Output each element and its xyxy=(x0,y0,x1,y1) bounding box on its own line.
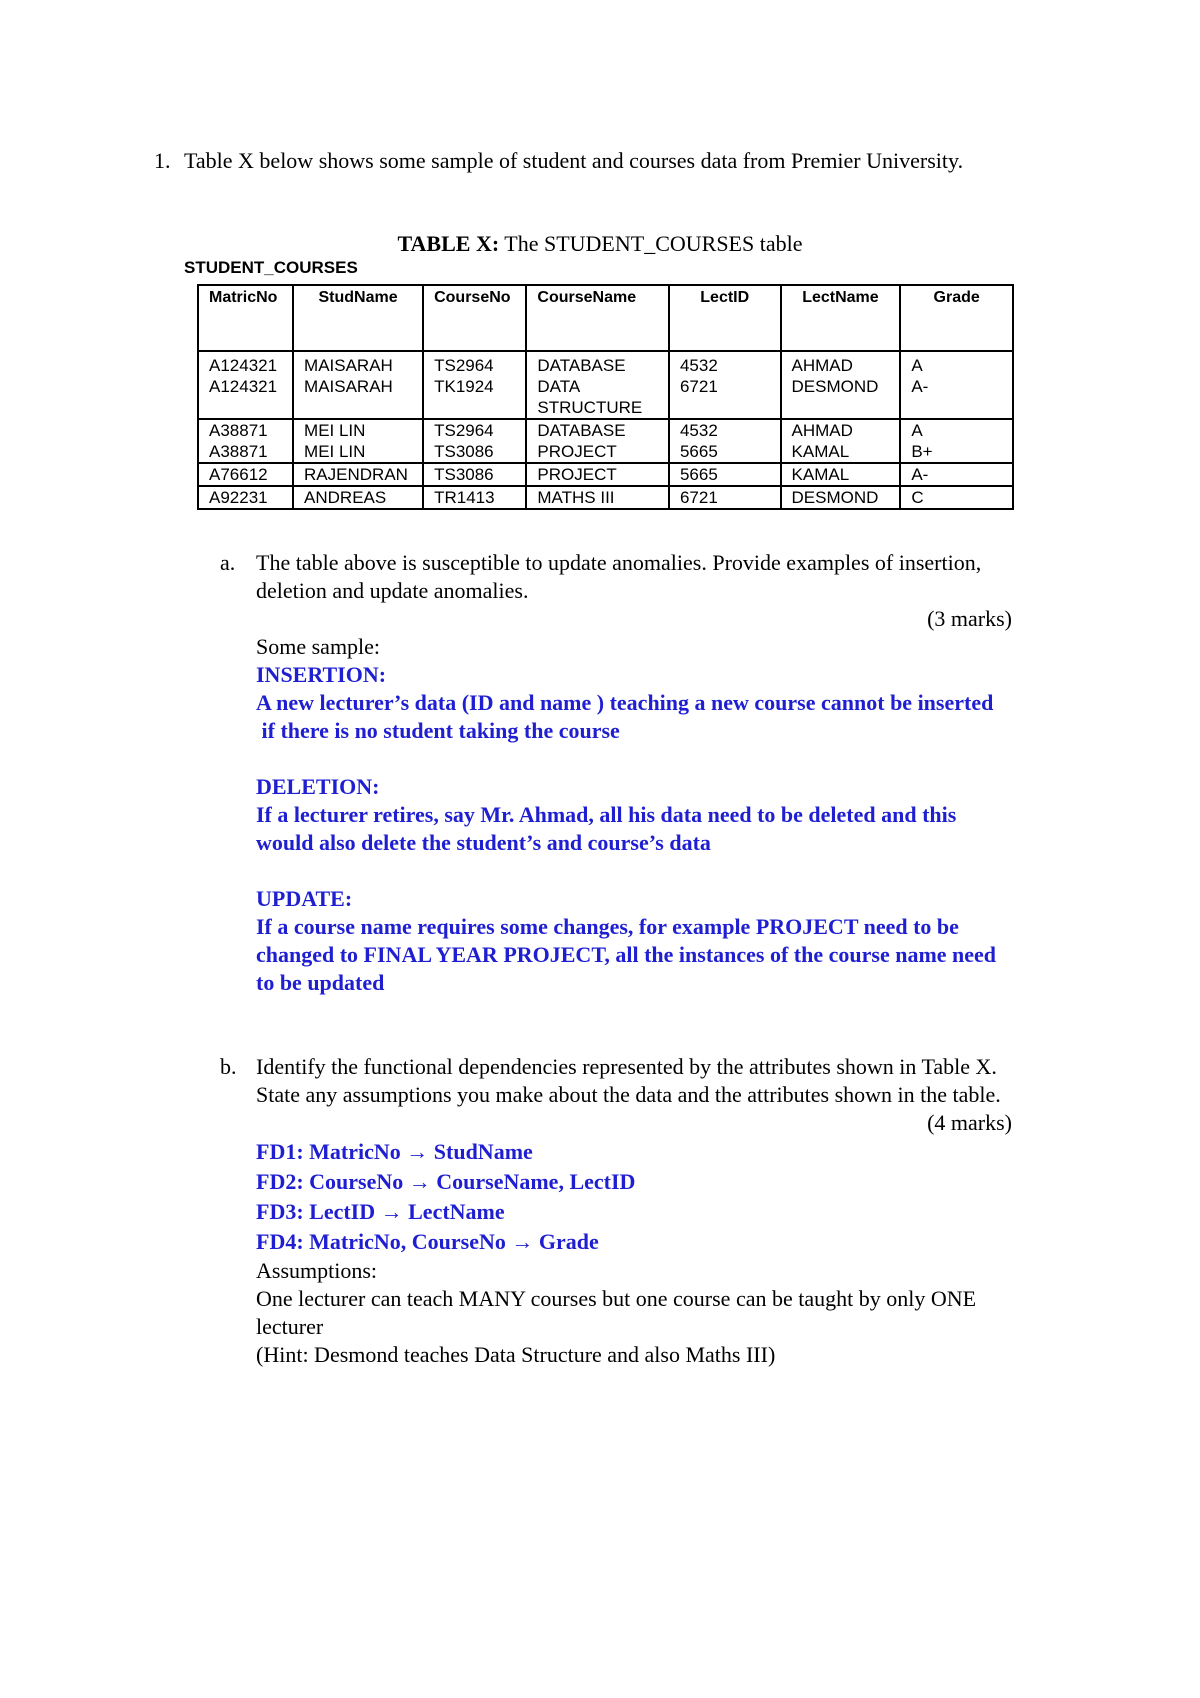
table-cell: DATA STRUCTURE xyxy=(526,376,669,419)
table-cell: KAMAL xyxy=(781,463,901,486)
table-cell: 4532 xyxy=(669,351,781,376)
functional-dependency: FD4: MatricNo, CourseNo → Grade xyxy=(256,1229,599,1254)
table-cell: A- xyxy=(900,376,1013,419)
table-cell: A76612 xyxy=(198,463,293,486)
student-courses-table xyxy=(197,284,1014,510)
table-cell: TR1413 xyxy=(423,486,526,509)
table-cell: TS3086 xyxy=(423,441,526,463)
insertion-answer: A new lecturer’s data (ID and name ) teaching a new course cannot be inserted xyxy=(256,690,994,715)
part-b-question: Identify the functional dependencies represented by the attributes shown in Table X. State any assumptions you make about the data and the attributes shown in the table. xyxy=(256,1054,1001,1107)
update-heading: UPDATE: xyxy=(256,886,353,911)
table-cell: A- xyxy=(900,463,1013,486)
part-b xyxy=(220,1053,1012,1369)
table-cell: A124321 xyxy=(198,351,293,376)
part-a xyxy=(220,549,1012,997)
table-cell: AHMAD xyxy=(781,351,901,376)
part-a-letter: a. xyxy=(220,550,236,575)
table-cell: DATABASE xyxy=(526,351,669,376)
table-cell: 5665 xyxy=(669,463,781,486)
table-cell: MATHS III xyxy=(526,486,669,509)
header-cell: LectName xyxy=(781,285,901,351)
header-cell: Grade xyxy=(900,285,1013,351)
part-b-letter: b. xyxy=(220,1054,237,1079)
table-cell: DESMOND xyxy=(781,486,901,509)
table-cell: MAISARAH xyxy=(293,351,423,376)
header-cell: StudName xyxy=(293,285,423,351)
question-1 xyxy=(154,146,1030,175)
part-b-marks: (4 marks) xyxy=(927,1110,1012,1135)
header-cell: MatricNo xyxy=(198,285,293,351)
table-cell: RAJENDRAN xyxy=(293,463,423,486)
table-row xyxy=(198,419,1013,441)
table-cell: A38871 xyxy=(198,441,293,463)
table-cell: MEI LIN xyxy=(293,419,423,441)
functional-dependency: FD1: MatricNo → StudName xyxy=(256,1139,533,1164)
table-row xyxy=(198,463,1013,486)
table-name: STUDENT_COURSES xyxy=(184,258,358,277)
table-cell: AHMAD xyxy=(781,419,901,441)
header-cell: LectID xyxy=(669,285,781,351)
table-cell: A38871 xyxy=(198,419,293,441)
table-row xyxy=(198,351,1013,376)
functional-dependency: FD2: CourseNo → CourseName, LectID xyxy=(256,1169,636,1194)
assumptions-label: Assumptions: xyxy=(256,1258,378,1283)
table-caption xyxy=(0,231,1200,257)
functional-dependency: FD3: LectID → LectName xyxy=(256,1199,505,1224)
insertion-answer-continued: if there is no student taking the course xyxy=(256,718,620,743)
table-cell: MEI LIN xyxy=(293,441,423,463)
update-answer: If a course name requires some changes, for example PROJECT need to be changed to FINAL YEAR PROJECT, all the instances of the course name need to be updated xyxy=(256,914,997,995)
table-cell: TK1924 xyxy=(423,376,526,419)
table-row xyxy=(198,376,1013,419)
part-a-intro: Some sample: xyxy=(256,634,381,659)
table-cell: A124321 xyxy=(198,376,293,419)
table-cell: B+ xyxy=(900,441,1013,463)
table-cell: A92231 xyxy=(198,486,293,509)
table-cell: 4532 xyxy=(669,419,781,441)
table-cell: PROJECT xyxy=(526,463,669,486)
table-cell: DESMOND xyxy=(781,376,901,419)
header-cell: CourseName xyxy=(526,285,669,351)
table-cell: 6721 xyxy=(669,486,781,509)
hint-text: (Hint: Desmond teaches Data Structure and also Maths III) xyxy=(256,1342,776,1367)
table-cell: KAMAL xyxy=(781,441,901,463)
part-a-marks: (3 marks) xyxy=(927,606,1012,631)
table-cell: C xyxy=(900,486,1013,509)
question-number: 1. xyxy=(154,148,171,173)
table-cell: TS2964 xyxy=(423,351,526,376)
table-caption-text: The STUDENT_COURSES table xyxy=(499,231,803,256)
table-cell: A xyxy=(900,419,1013,441)
table-cell: PROJECT xyxy=(526,441,669,463)
table-cell: 6721 xyxy=(669,376,781,419)
table-caption-label: TABLE X: xyxy=(397,231,500,256)
deletion-heading: DELETION: xyxy=(256,774,380,799)
header-cell: CourseNo xyxy=(423,285,526,351)
table-header-row xyxy=(198,285,1013,351)
part-a-question: The table above is susceptible to update anomalies. Provide examples of insertion, deletion and update anomalies. xyxy=(256,550,982,603)
insertion-heading: INSERTION: xyxy=(256,662,387,687)
table-cell: TS2964 xyxy=(423,419,526,441)
table-cell: DATABASE xyxy=(526,419,669,441)
table-cell: ANDREAS xyxy=(293,486,423,509)
table-row xyxy=(198,441,1013,463)
table-cell: A xyxy=(900,351,1013,376)
table-cell: MAISARAH xyxy=(293,376,423,419)
question-text: Table X below shows some sample of student and courses data from Premier University. xyxy=(184,148,964,173)
table-cell: 5665 xyxy=(669,441,781,463)
table-row xyxy=(198,486,1013,509)
table-cell: TS3086 xyxy=(423,463,526,486)
assumption-text: One lecturer can teach MANY courses but one course can be taught by only ONE lecturer xyxy=(256,1286,977,1339)
deletion-answer: If a lecturer retires, say Mr. Ahmad, all his data need to be deleted and this would also delete the student’s and course’s data xyxy=(256,802,957,855)
